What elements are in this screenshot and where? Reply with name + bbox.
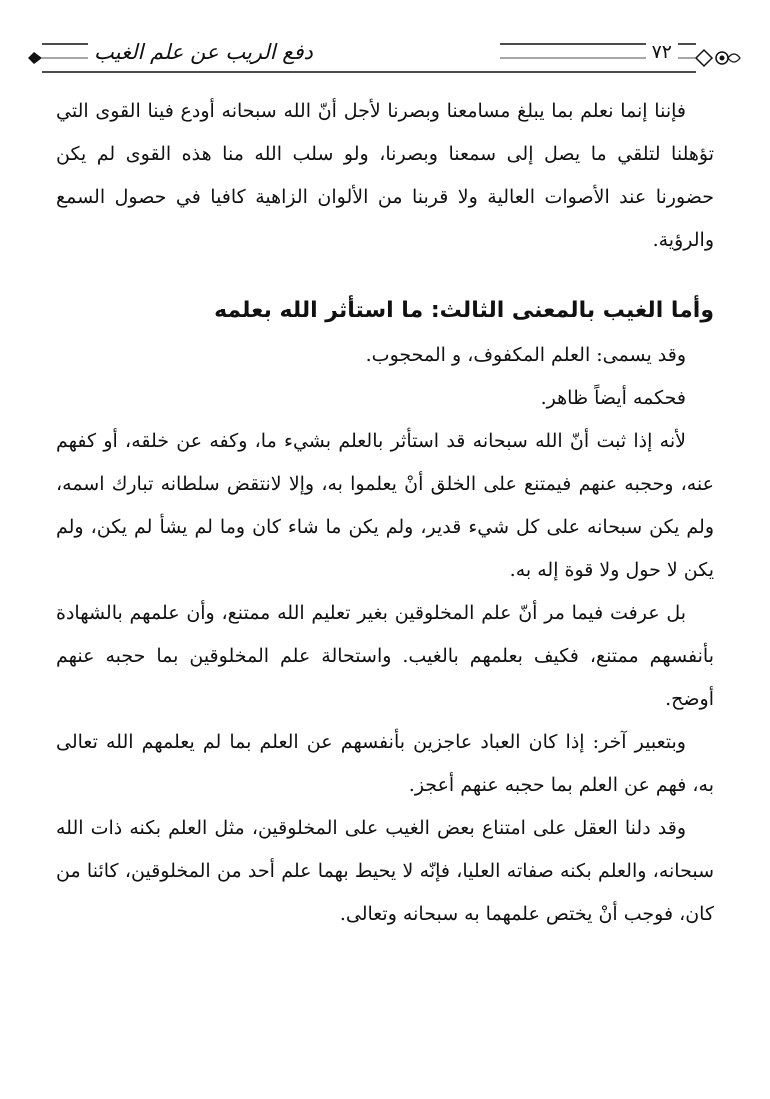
body-paragraph-3: وبتعبير آخر: إذا كان العباد عاجزين بأنفسهم عن العلم بما لم يعلمهم الله تعالى به، فهم عن العلم بما حجبه عنهم أعجز. xyxy=(56,731,714,796)
body-paragraph-2: بل عرفت فيما مر أنّ علم المخلوقين بغير تعليم الله ممتنع، وأن علمهم بالشهادة بأنفسهم ممتنع، فكيف بعلمهم بالغيب. واستحالة علم المخلوقين بما حجبه عنهم أوضح. xyxy=(56,602,714,710)
running-title: دفع الريب عن علم الغيب xyxy=(88,40,500,64)
definition-line: وقد يسمى: العلم المكفوف، و المحجوب. xyxy=(365,344,686,366)
ruling-line: فحكمه أيضاً ظاهر. xyxy=(540,387,686,409)
page-body xyxy=(56,90,714,936)
page-number: ٧٢ xyxy=(646,41,678,63)
section-heading: وأما الغيب بالمعنى الثالث: ما استأثر الله بعلمه xyxy=(214,298,714,323)
running-header xyxy=(28,36,742,80)
intro-paragraph: فإننا إنما نعلم بما يبلغ مسامعنا وبصرنا لأجل أنّ الله سبحانه أودع فينا القوى التي تؤهلنا لتلقي ما يصل إلى سمعنا وبصرنا، ولو سلب الله منا هذه القوى لم يكن حضورنا عند الأصوات العالية ولا قربنا من الألوان الزاهية كافيا في حصول السمع والرؤية. xyxy=(56,100,714,251)
body-paragraph-1: لأنه إذا ثبت أنّ الله سبحانه قد استأثر بالعلم بشيء ما، وكفه عن خلقه، أو كفهم عنه، وحجبه عنهم فيمتنع على الخلق أنْ يعلموا به، وإلا لانتقض سلطانه تبارك اسمه، ولم يكن سبحانه على كل شيء قدير، ولم يكن ما شاء كان وما لم يشأ لم يكن، ولم يكن لا حول ولا قوة إله به. xyxy=(56,430,714,581)
body-paragraph-4: وقد دلنا العقل على امتناع بعض الغيب على المخلوقين، مثل العلم بكنه ذات الله سبحانه، والعلم بكنه صفاته العليا، فإنّه لا يحيط بهما علم أحد من المخلوقين، كائنا من كان، فوجب أنْ يختص علمهما به سبحانه وتعالى. xyxy=(56,817,714,925)
